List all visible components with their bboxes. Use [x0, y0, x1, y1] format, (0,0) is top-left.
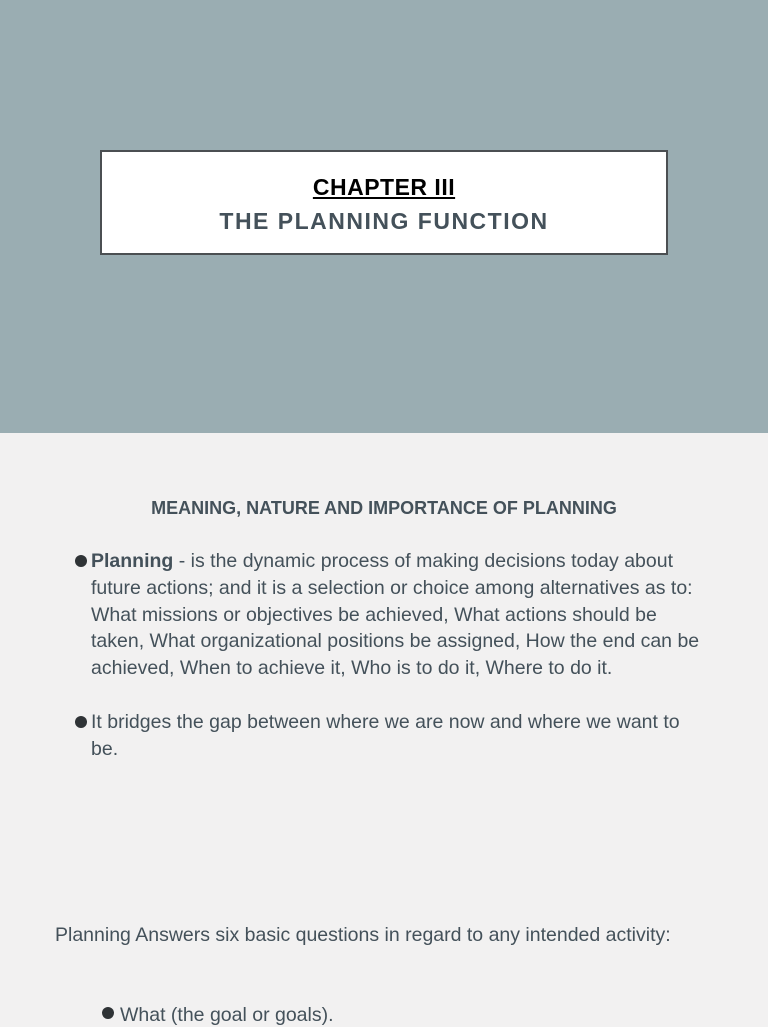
bullet-icon: [75, 555, 87, 567]
content-slide: [0, 433, 768, 1024]
questions-intro: Planning Answers six basic questions in regard to any intended activity:: [55, 924, 671, 946]
bullet-text: It bridges the gap between where we are now and where we want to be.: [91, 711, 680, 760]
bullet-text: - is the dynamic process of making decisions today about future actions; and it is a selection or choice among alternatives as to: What missions or objectives be achieved, What actions should be taken, What organizational positions be assigned, How the end can be achieved, When to achieve it, Who is to do it, Where to do it.: [91, 550, 700, 680]
bullet-term: Planning: [91, 550, 174, 572]
chapter-title: THE PLANNING FUNCTION: [219, 208, 549, 234]
bullet-icon: [102, 1007, 114, 1019]
chapter-label: CHAPTER III: [312, 174, 456, 200]
bullet-planning-definition: [91, 548, 701, 682]
bullet-gap: [91, 709, 701, 763]
section-heading: MEANING, NATURE AND IMPORTANCE OF PLANNING: [151, 498, 617, 518]
bullet-icon: [75, 716, 87, 728]
title-slide: [0, 0, 768, 433]
title-box: [100, 150, 668, 255]
question-text: What (the goal or goals).: [120, 1004, 334, 1026]
